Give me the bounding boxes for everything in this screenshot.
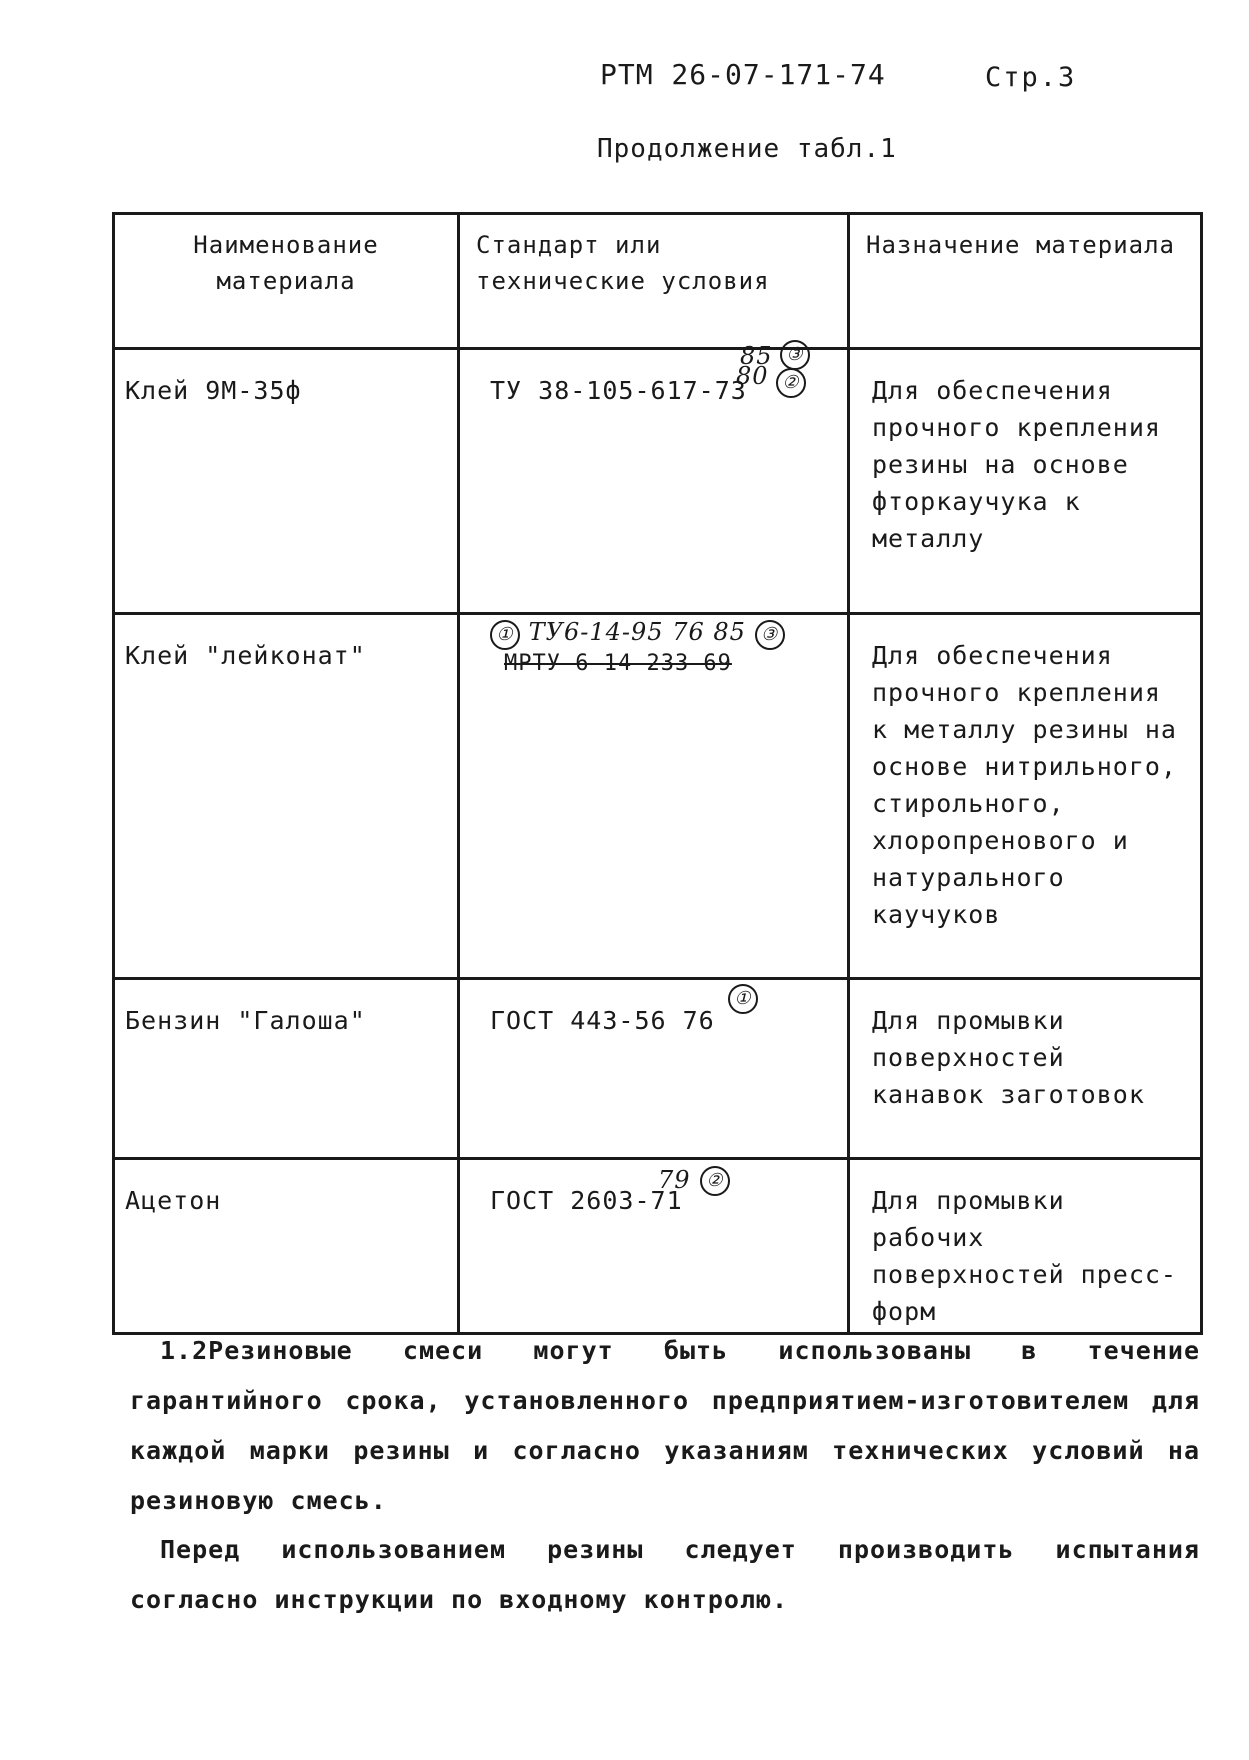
page-number: Стр.3 <box>985 62 1077 93</box>
standard-value-wrap <box>490 1166 724 1219</box>
revision-circle-mark: ② <box>776 368 806 398</box>
standard-value-struck-old: МРТУ 6-14-233-69 <box>504 651 732 676</box>
revision-circle-mark: ③ <box>755 620 785 650</box>
material-name-cell: Клей "лейконат" <box>114 614 459 979</box>
purpose-cell: Для промывки поверхностей канавок заготовок <box>849 979 1202 1159</box>
paragraph-shelf-life: 1.2Резиновые смеси могут быть использованы в течение гарантийного срока, установленного предприятием-изготовителем для каждой марки резины и согласно указаниям технических условий на резиновую смесь. <box>130 1336 1200 1515</box>
purpose-cell: Для промывки рабочих поверхностей пресс-форм <box>849 1159 1202 1334</box>
standard-value-wrap <box>490 988 752 1039</box>
standard-cell <box>459 614 849 979</box>
revision-circle-mark: ① <box>490 620 520 650</box>
material-name-cell: Клей 9М-35ф <box>114 349 459 614</box>
column-header-material-name: Наименование материала <box>114 214 459 349</box>
table-header-row <box>114 214 1202 349</box>
standard-value-new: ① ТУ6-14-95 76 85 ③ <box>490 617 837 650</box>
standard-value: ГОСТ 443-56 76 <box>490 1006 715 1035</box>
table-row <box>114 1159 1202 1334</box>
revision-circle-mark: ② <box>700 1166 730 1196</box>
material-name-cell: Бензин "Галоша" <box>114 979 459 1159</box>
handwritten-correction: 79 <box>658 1166 691 1194</box>
revision-circle-mark: ① <box>728 984 758 1014</box>
material-name-cell: Ацетон <box>114 1159 459 1334</box>
paragraph-testing: Перед использованием резины следует производить испытания согласно инструкции по входному контролю. <box>130 1535 1200 1614</box>
column-header-standard: Стандарт или технические условия <box>459 214 849 349</box>
column-header-purpose: Назначение материала <box>849 214 1202 349</box>
table-caption: Продолжение табл.1 <box>597 134 897 164</box>
materials-table <box>112 212 1203 1335</box>
standard-value: ТУ 38-105-617-73 <box>490 376 747 405</box>
document-code: РТМ 26-07-171-74 <box>600 58 886 91</box>
handwritten-correction: 85 <box>740 342 773 370</box>
purpose-cell: Для обеспечения прочного крепления резины на основе фторкаучука к металлу <box>849 349 1202 614</box>
standard-cell <box>459 1159 849 1334</box>
revision-circle-mark: ③ <box>780 340 810 370</box>
table-row <box>114 349 1202 614</box>
standard-cell <box>459 342 849 614</box>
standard-cell <box>459 979 849 1159</box>
standard-value-wrap <box>490 342 804 409</box>
purpose-cell: Для обеспечения прочного крепления к металлу резины на основе нитрильного, стирольного, хлоропренового и натурального каучуков <box>849 614 1202 979</box>
table-row <box>114 979 1202 1159</box>
standard-value: ГОСТ 2603-71 <box>490 1186 683 1215</box>
handwritten-correction: 80 <box>736 362 769 390</box>
table-row <box>114 614 1202 979</box>
